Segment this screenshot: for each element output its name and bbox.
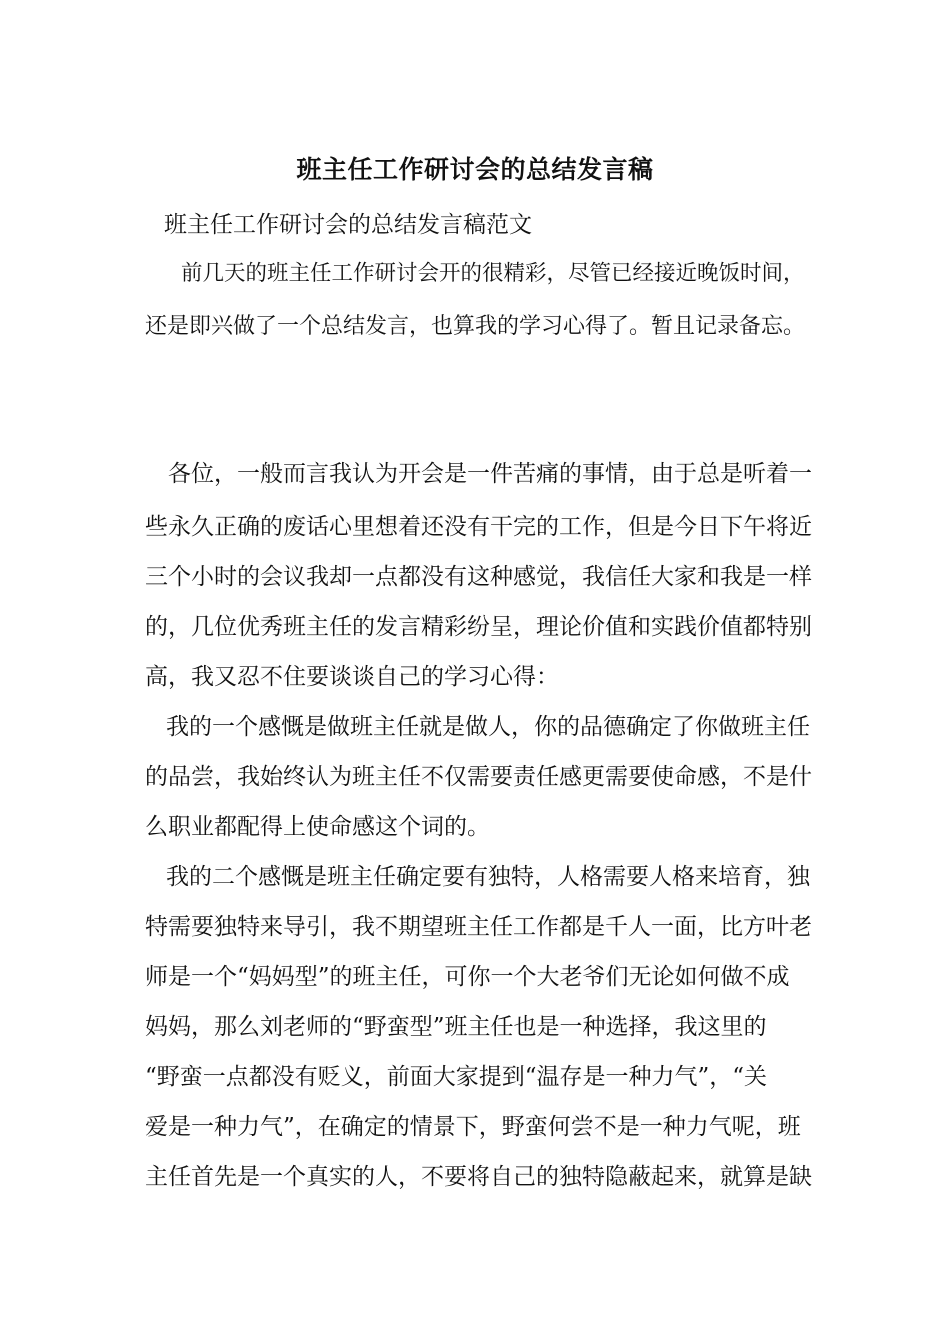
paragraph-line: 爱是一种力气”，在确定的情景下，野蛮何尝不是一种力气呢，班 [145, 1114, 801, 1140]
paragraph-line: 的，几位优秀班主任的发言精彩纷呈，理论价值和实践价值都特别 [145, 614, 812, 640]
document-title: 班主任工作研讨会的总结发言稿 [296, 155, 654, 184]
paragraph-line: 么职业都配得上使命感这个词的。 [145, 814, 490, 840]
paragraph-line: “野蛮一点都没有贬义，前面大家提到“温存是一种力气”，“关 [145, 1064, 768, 1090]
paragraph-line: 三个小时的会议我却一点都没有这种感觉，我信任大家和我是一样 [145, 564, 812, 590]
paragraph-line: 各位，一般而言我认为开会是一件苦痛的事情，由于总是听着一 [168, 461, 812, 487]
paragraph-line: 妈妈，那么刘老师的“野蛮型”班主任也是一种选择，我这里的 [145, 1014, 767, 1040]
paragraph-line: 我的一个感慨是做班主任就是做人，你的品德确定了你做班主任 [166, 714, 810, 740]
paragraph-line: 师是一个“妈妈型”的班主任，可你一个大老爷们无论如何做不成 [145, 964, 790, 990]
paragraph-line: 高，我又忍不住要谈谈自己的学习心得： [145, 664, 559, 690]
paragraph-line: 特需要独特来导引，我不期望班主任工作都是千人一面，比方叶老 [145, 914, 812, 940]
paragraph-line: 主任首先是一个真实的人，不要将自己的独特隐蔽起来，就算是缺 [145, 1164, 812, 1190]
document-subtitle: 班主任工作研讨会的总结发言稿范文 [164, 212, 532, 238]
paragraph-line: 前几天的班主任工作研讨会开的很精彩，尽管已经接近晚饭时间， [181, 261, 805, 286]
paragraph-line: 我的二个感慨是班主任确定要有独特，人格需要人格来培育，独 [166, 864, 810, 890]
paragraph-line: 的品尝，我始终认为班主任不仅需要责任感更需要使命感，不是什 [145, 764, 812, 790]
paragraph-line: 些永久正确的废话心里想着还没有干完的工作，但是今日下午将近 [145, 514, 812, 540]
paragraph-line: 还是即兴做了一个总结发言，也算我的学习心得了。暂且记录备忘。 [145, 314, 806, 339]
